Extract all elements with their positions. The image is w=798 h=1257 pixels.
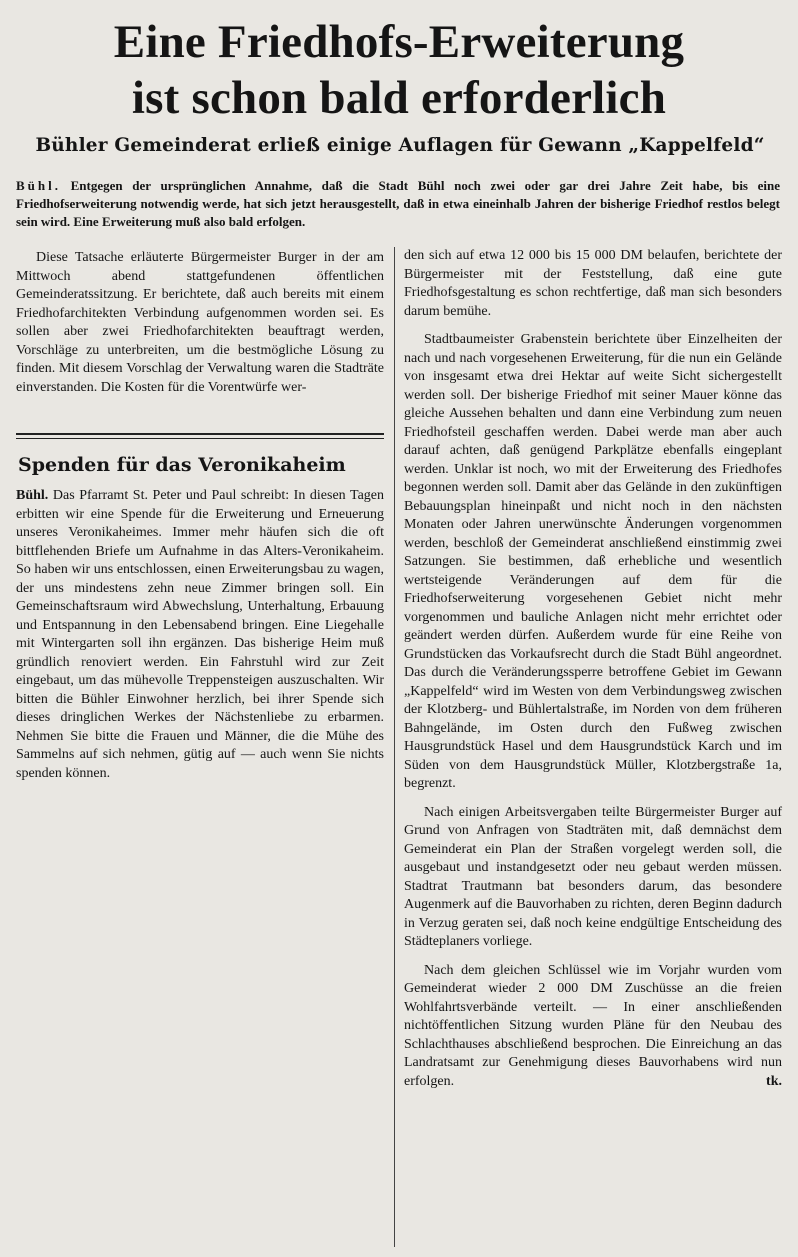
box-heading: Spenden für das Veronikaheim: [18, 454, 346, 476]
article-paragraph-text: Nach dem gleichen Schlüssel wie im Vorjahr wurden vom Gemeinderat wieder 2 000 DM Zuschüsse an die freien Wohlfahrtsverbände verteilt. — In einer anschließenden nichtöffentlichen Sitzung wurden Pläne für den Neubau des Schlachthauses abschließend besprochen. Die Einreichung an das Landratsamt zur Genehmigung dieses Bauvorhabens wird nun erfolgen.: [404, 962, 782, 1089]
donation-body: Das Pfarramt St. Peter und Paul schreibt: In diesen Tagen erbitten wir eine Spende für die Erweiterung und Erneuerung unseres Veronikaheimes. Immer mehr häufen sich die oft bittflehenden Briefe um Aufnahme in das Alters-Veronikaheim. So haben wir uns entschlossen, einen Erweiterungsbau zu wagen, der uns mindestens zehn neue Zimmer bringen soll. Ein Gemeinschaftsraum wird Abwechslung, Unterhaltung, Erbauung und Entspannung in den Lebensabend bringen. Eine Liegehalle mit Wintergarten soll ihn ergänzen. Das bisherige Heim muß gründlich renoviert werden. Ein Fahrstuhl wird zur Zeit eingebaut, um das mühevolle Treppensteigen auszuschalten. Wir bitten die Bühler Einwohner herzlich, bei ihrer Spende sich dieses dringlichen Werkes der Nächstenliebe zu erbarmen. Nehmen Sie bitte die Frauen und Männer, die die Mühe des Sammelns auf sich nehmen, gütig auf — auch wenn Sie nichts spenden können.: [16, 488, 385, 781]
donation-text: [16, 487, 384, 783]
article-paragraph: Nach einigen Arbeitsvergaben teilte Bürgermeister Burger auf Grund von Anfragen von Stadträten mit, daß demnächst dem Gemeinderat ein Plan der Straßen vorgelegt werden soll, die ausgebaut und instandgesetzt oder neu gebaut werden müssen. Stadtrat Trautmann bat besonders darum, das besondere Augenmerk auf die Bauvorhaben zu richten, deren Beginn dadurch in Verzug geraten sei, daß noch keine endgültige Entscheidung des Städteplaners vorliege.: [404, 804, 782, 949]
article-paragraph: den sich auf etwa 12 000 bis 15 000 DM belaufen, berichtete der Bürgermeister mit der Feststellung, daß eine gute Friedhofsgestaltung es schon rechtfertige, daß man sich besonders darum bemühe.: [404, 248, 782, 319]
donation-notice: [16, 487, 384, 783]
headline: [0, 14, 798, 126]
lead-dateline: Bühl.: [16, 178, 61, 193]
article-column-left: [16, 249, 384, 397]
headline-line-2: ist schon bald erforderlich: [131, 72, 667, 124]
article-paragraph: Diese Tatsache erläuterte Bürgermeister Burger in der am Mittwoch abend stattgefundenen öffentlichen Gemeinderatssitzung. Er berichtete, daß auch bereits mit einem Friedhofarchitekten Verbindung aufgenommen worden sei. Es sollen aber zwei Friedhofarchitekten beauftragt werden, Vorschläge zu unterbreiten, um die bestmögliche Lösung zu finden. Mit diesem Vorschlag der Verwaltung waren die Stadträte einverstanden. Die Kosten für die Vorentwürfe wer-: [16, 250, 384, 395]
donation-dateline: Bühl.: [16, 488, 49, 503]
lead-text: Entgegen der ursprünglichen Annahme, daß die Stadt Bühl noch zwei oder gar drei Jahre Zeit habe, bis eine Friedhofserweiterung notwendig werde, hat sich jetzt herausgestellt, daß in etwa eineinhalb Jahren der bisherige Friedhof restlos belegt sein wird. Eine Erweiterung muß also bald erfolgen.: [16, 178, 781, 229]
author-signature: tk.: [766, 1073, 782, 1089]
column-divider: [394, 247, 395, 1247]
headline-line-1: Eine Friedhofs-Erweiterung: [113, 16, 685, 68]
box-rule-thin: [16, 438, 384, 439]
article-paragraph: [404, 962, 782, 1092]
lead-paragraph: [16, 177, 780, 231]
article-paragraph: Stadtbaumeister Grabenstein berichtete über Einzelheiten der nach und nach vorgesehenen Erweiterung, für die nun ein Gelände von insgesamt etwa drei Hektar auf weite Sicht sichergestellt werden soll. Der bisherige Friedhof mit seiner Mauer könne das gleiche Aussehen behalten und dann eine Verbindung zum neuen Friedhofsteil geschaffen werden. Dabei werde man aber auch darauf achten, daß genügend Parkplätze ebenfalls eingeplant werden. Unklar ist noch, wo mit der Erweiterung des Friedhofes begonnen werden soll. Damit aber das Gelände in den zukünftigen Bebauungsplan hineinpaßt und nicht noch in den nächsten Monaten oder Jahren unerwünschte Änderungen vorgenommen werden, beschloß der Gemeinderat anschließend einstimmig zwei Satzungen. Sie bestimmen, daß erhebliche und wesentlich wertsteigende Veränderungen auf dem für die Friedhofserweiterung vorgesehenen Gebiet nicht mehr vorgenommen und bauliche Anlagen nicht mehr errichtet oder geändert werden dürfen. Außerdem wurde für eine Reihe von Grundstücken das Vorkaufsrecht durch die Stadt Bühl angeordnet. Das durch die Veränderungssperre betroffene Gebiet im Gewann „Kappelfeld“ wird im Westen von dem Verbindungsweg zwischen der Klotzberg- und Bühlertalstraße, im Norden von dem früheren Bahngelände, im Osten durch den Fußweg zwischen Hausgrundstück Hasel und dem Hausgrundstück Karch und im Süden von dem Hausgrundstück Müller, Klotzbergstraße 1a, begrenzt.: [404, 332, 782, 791]
article-column-right: [404, 247, 782, 1091]
subheadline: Bühler Gemeinderat erließ einige Auflagen für Gewann „Kappelfeld“: [35, 135, 765, 156]
box-rule-thick: [16, 433, 384, 435]
